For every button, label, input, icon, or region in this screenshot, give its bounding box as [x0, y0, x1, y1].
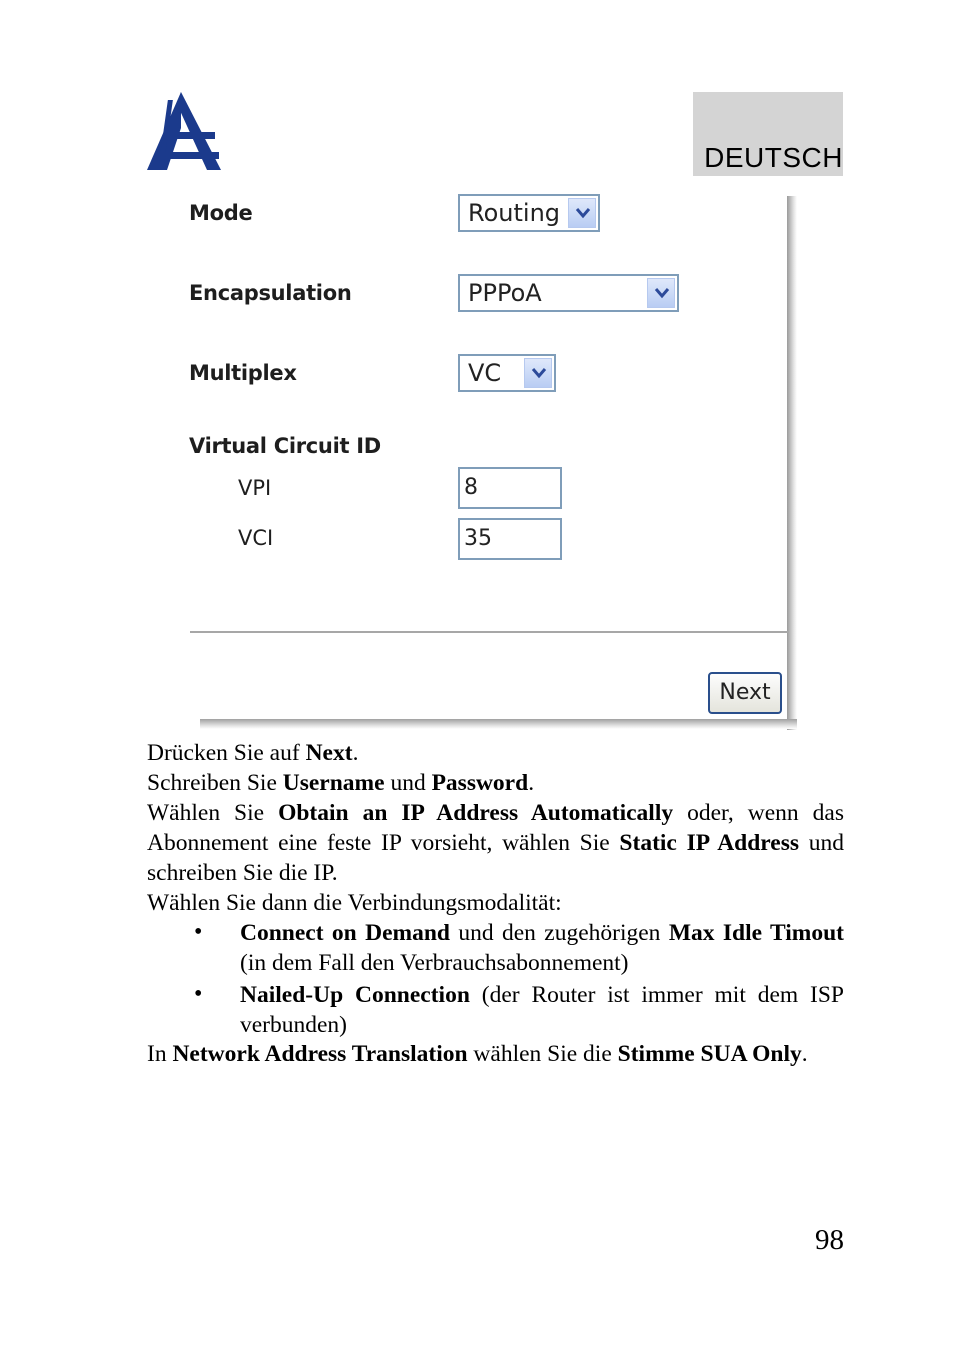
multiplex-label: Multiplex [189, 361, 297, 385]
vci-input[interactable] [458, 518, 562, 560]
encapsulation-value: PPPoA [468, 279, 542, 307]
vci-value: 35 [464, 526, 492, 551]
virtual-circuit-id-label: Virtual Circuit ID [189, 434, 381, 458]
atlantis-logo [147, 92, 221, 172]
bullet-nailed-up: Nailed-Up Connection (der Router ist immer mit dem ISP verbunden) [240, 982, 844, 1038]
chevron-down-icon[interactable] [524, 358, 552, 388]
vpi-label: VPI [238, 476, 272, 500]
page-number: 98 [815, 1224, 844, 1256]
panel-shadow-right [787, 196, 797, 730]
bullet-icon: • [194, 981, 203, 1007]
encapsulation-select[interactable] [458, 274, 679, 312]
vpi-value: 8 [464, 475, 478, 500]
bullet-connect-on-demand: Connect on Demand und den zugehörigen Max Idle Timout (in dem Fall den Verbrauchsabonnement) [240, 920, 844, 976]
panel-divider [190, 631, 788, 633]
vci-label: VCI [238, 526, 274, 550]
vpi-input[interactable] [458, 467, 562, 509]
mode-label: Mode [189, 201, 253, 225]
chevron-down-icon[interactable] [647, 278, 675, 308]
encapsulation-label: Encapsulation [189, 281, 352, 305]
mode-select[interactable] [458, 194, 600, 232]
language-tab [693, 92, 843, 176]
paragraph-ip-address: Wählen Sie Obtain an IP Address Automatically oder, wenn das Abonnement eine feste IP vorsieht, wählen Sie Static IP Address und schreiben Sie die IP. [147, 800, 844, 886]
line-connection-mode: Wählen Sie dann die Verbindungsmodalität: [147, 890, 562, 916]
mode-value: Routing [468, 199, 561, 227]
multiplex-value: VC [468, 359, 502, 387]
line-press-next: Drücken Sie auf Next. [147, 740, 359, 766]
language-label: DEUTSCH [704, 142, 843, 173]
multiplex-select[interactable] [458, 354, 556, 392]
panel-shadow-bottom [200, 719, 797, 729]
bullet-icon: • [194, 919, 203, 945]
paragraph-nat: In Network Address Translation wählen Sie die Stimme SUA Only. [147, 1041, 808, 1067]
next-button[interactable]: Next [708, 672, 782, 714]
instruction-text [147, 738, 844, 918]
chevron-down-icon[interactable] [568, 198, 596, 228]
line-username-password: Schreiben Sie Username und Password. [147, 770, 535, 796]
